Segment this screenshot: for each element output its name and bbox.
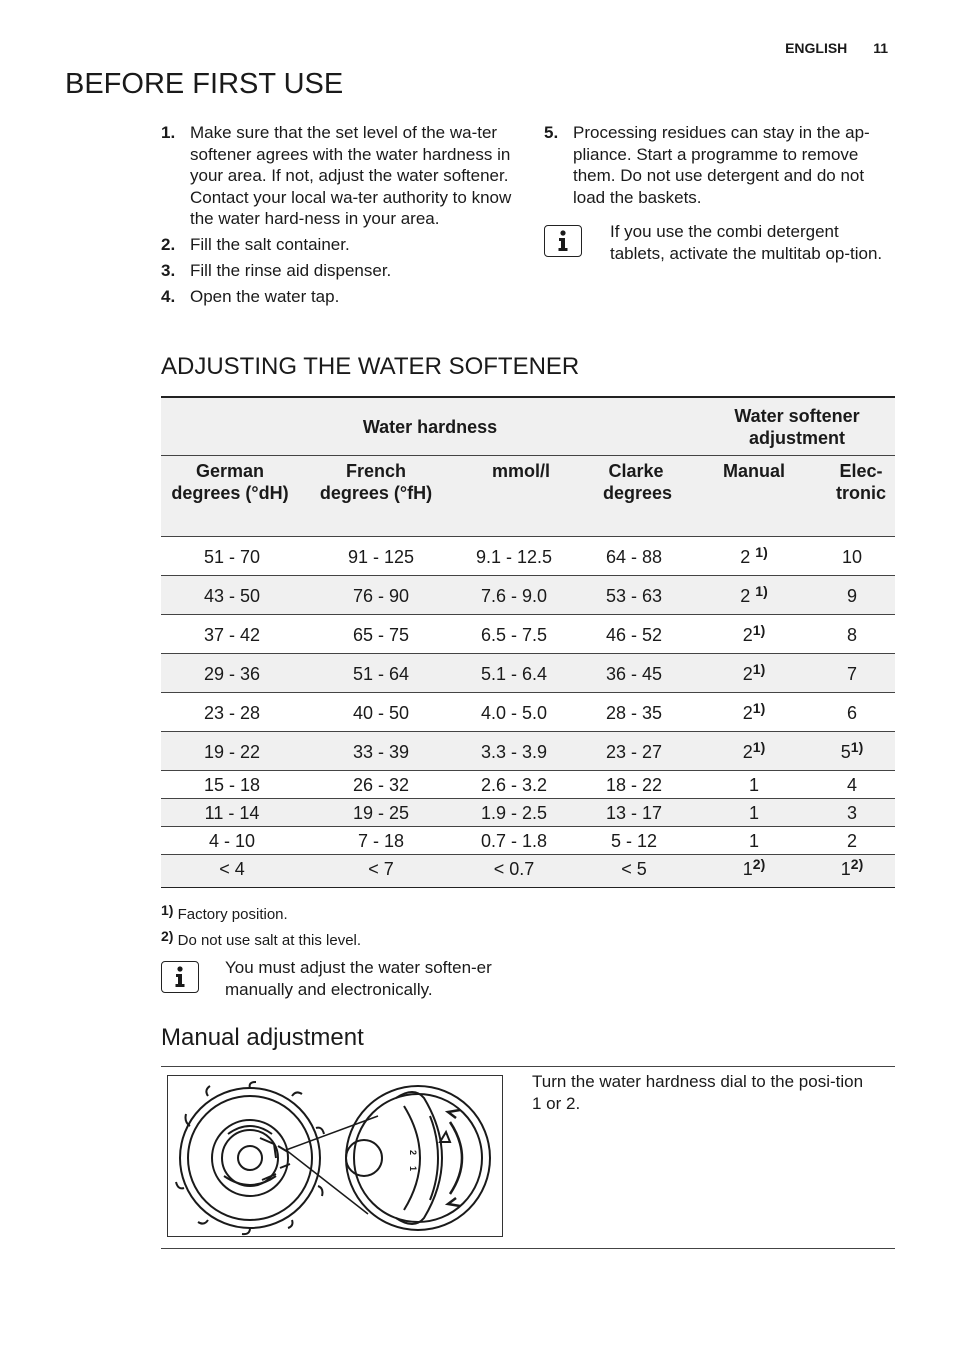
manual-value: 2 <box>742 742 753 762</box>
cell-manual <box>699 732 809 771</box>
manual-value: 2 <box>742 703 753 723</box>
footnote-text: Factory position. <box>177 906 288 923</box>
column-header-french: French degrees (°fH) <box>303 456 459 537</box>
footnote-ref: 1) <box>850 739 864 755</box>
cell-clarke: 53 - 63 <box>569 576 699 615</box>
cell-manual <box>699 799 809 827</box>
column-header-clarke: Clarke degrees <box>569 456 699 537</box>
cell-mmol: 3.3 - 3.9 <box>459 732 569 771</box>
step-number: 5. <box>544 123 559 142</box>
cell-french: 51 - 64 <box>303 654 459 693</box>
manual-value: 2 <box>742 664 753 684</box>
cell-manual <box>699 693 809 732</box>
footnote-ref: 1) <box>752 739 766 755</box>
info-icon <box>544 225 582 257</box>
step-number: 2. <box>161 235 176 254</box>
step-text: Processing residues can stay in the ap-pliance. Start a programme to remove them. Do not use detergent and do not load the baskets. <box>573 123 870 207</box>
cell-electronic <box>809 732 895 771</box>
info-note-adjust <box>161 957 511 1000</box>
header-softener-adjustment: Water softener adjustment <box>699 397 895 456</box>
cell-mmol: 6.5 - 7.5 <box>459 615 569 654</box>
manual-value: 2 <box>740 547 751 567</box>
cell-german: 19 - 22 <box>161 732 303 771</box>
cell-german: 11 - 14 <box>161 799 303 827</box>
footnote-ref: 1) <box>755 544 768 560</box>
cell-clarke: 28 - 35 <box>569 693 699 732</box>
cell-manual <box>699 615 809 654</box>
cell-clarke: 46 - 52 <box>569 615 699 654</box>
cell-electronic <box>809 693 895 732</box>
section-heading: ADJUSTING THE WATER SOFTENER <box>161 353 580 380</box>
table-body <box>161 537 895 888</box>
info-icon <box>161 961 199 993</box>
cell-electronic <box>809 799 895 827</box>
cell-manual <box>699 654 809 693</box>
cell-clarke: 23 - 27 <box>569 732 699 771</box>
step-item <box>544 122 896 208</box>
cell-mmol: < 0.7 <box>459 855 569 888</box>
electronic-value: 7 <box>847 664 858 684</box>
cell-german: < 4 <box>161 855 303 888</box>
footnote-ref: 1) <box>752 622 766 638</box>
table-row <box>161 771 895 799</box>
column-header-german: German degrees (°dH) <box>161 456 303 537</box>
table-row <box>161 537 895 576</box>
cell-french: 26 - 32 <box>303 771 459 799</box>
manual-value: 1 <box>749 775 760 795</box>
info-note-multitab <box>544 221 894 264</box>
electronic-value: 8 <box>847 625 858 645</box>
cell-electronic <box>809 855 895 888</box>
table-row <box>161 827 895 855</box>
table-row <box>161 732 895 771</box>
electronic-value: 9 <box>847 586 858 606</box>
step-item <box>161 122 516 230</box>
footnote-ref: 2) <box>752 856 766 872</box>
cell-clarke: 13 - 17 <box>569 799 699 827</box>
table-row <box>161 799 895 827</box>
manual-value: 2 <box>742 625 753 645</box>
page-header <box>785 40 888 56</box>
step-item <box>161 260 516 282</box>
cell-german: 43 - 50 <box>161 576 303 615</box>
cell-german: 4 - 10 <box>161 827 303 855</box>
dial-position-2-label: 2 <box>408 1150 418 1156</box>
footnote-text: Do not use salt at this level. <box>177 932 362 949</box>
divider <box>161 1066 895 1067</box>
page-number: 11 <box>873 40 888 56</box>
electronic-value: 4 <box>847 775 858 795</box>
footnote-ref: 1) <box>752 700 766 716</box>
electronic-value: 5 <box>840 742 851 762</box>
cell-electronic <box>809 827 895 855</box>
manual-value: 1 <box>742 859 753 879</box>
cell-german: 29 - 36 <box>161 654 303 693</box>
column-header-manual: Manual <box>699 456 809 537</box>
page-title: BEFORE FIRST USE <box>65 68 344 100</box>
info-text: You must adjust the water soften-er manually and electronically. <box>225 958 492 999</box>
step-item <box>161 286 516 308</box>
steps-list-left <box>161 122 516 312</box>
cell-manual <box>699 771 809 799</box>
footnote-mark: 1) <box>161 902 174 918</box>
table-row <box>161 855 895 888</box>
cell-clarke: < 5 <box>569 855 699 888</box>
table-row <box>161 576 895 615</box>
cell-manual <box>699 537 809 576</box>
footnote <box>161 928 361 949</box>
step-text: Fill the rinse aid dispenser. <box>190 261 392 280</box>
table-row <box>161 693 895 732</box>
cell-manual <box>699 827 809 855</box>
manual-adjustment-heading: Manual adjustment <box>161 1024 364 1051</box>
cell-mmol: 5.1 - 6.4 <box>459 654 569 693</box>
language-label: ENGLISH <box>785 40 848 56</box>
cell-german: 37 - 42 <box>161 615 303 654</box>
cell-french: < 7 <box>303 855 459 888</box>
info-text: If you use the combi detergent tablets, activate the multitab op-tion. <box>610 222 883 263</box>
cell-german: 15 - 18 <box>161 771 303 799</box>
electronic-value: 10 <box>842 547 863 567</box>
table-row <box>161 615 895 654</box>
step-number: 1. <box>161 123 176 142</box>
cell-manual <box>699 576 809 615</box>
cell-mmol: 0.7 - 1.8 <box>459 827 569 855</box>
footnote-ref: 1) <box>755 583 768 599</box>
dial-position-1-label: 1 <box>408 1166 418 1172</box>
cell-mmol: 7.6 - 9.0 <box>459 576 569 615</box>
cell-french: 40 - 50 <box>303 693 459 732</box>
divider <box>161 1248 895 1249</box>
step-number: 3. <box>161 261 176 280</box>
cell-french: 33 - 39 <box>303 732 459 771</box>
cell-french: 76 - 90 <box>303 576 459 615</box>
cell-electronic <box>809 615 895 654</box>
step-number: 4. <box>161 287 176 306</box>
steps-list-right <box>544 122 896 213</box>
manual-value: 1 <box>749 803 760 823</box>
cell-german: 23 - 28 <box>161 693 303 732</box>
cell-clarke: 64 - 88 <box>569 537 699 576</box>
footnote-ref: 1) <box>752 661 766 677</box>
cell-french: 19 - 25 <box>303 799 459 827</box>
electronic-value: 2 <box>847 831 858 851</box>
footnote <box>161 902 288 923</box>
cell-german: 51 - 70 <box>161 537 303 576</box>
electronic-value: 1 <box>840 859 851 879</box>
column-header-mmol: mmol/l <box>459 456 569 537</box>
cell-mmol: 4.0 - 5.0 <box>459 693 569 732</box>
table-row <box>161 654 895 693</box>
cell-french: 91 - 125 <box>303 537 459 576</box>
step-text: Open the water tap. <box>190 287 340 306</box>
footnote-ref: 2) <box>850 856 864 872</box>
water-hardness-table <box>161 396 895 888</box>
step-item <box>161 234 516 256</box>
cell-electronic <box>809 537 895 576</box>
water-hardness-dial-drawing <box>168 1076 502 1236</box>
manual-adjustment-instruction: Turn the water hardness dial to the posi-tion 1 or 2. <box>532 1072 864 1113</box>
electronic-value: 6 <box>847 703 858 723</box>
column-header-electronic: Elec-tronic <box>809 456 895 537</box>
cell-french: 7 - 18 <box>303 827 459 855</box>
cell-manual <box>699 855 809 888</box>
manual-value: 2 <box>740 586 751 606</box>
header-water-hardness: Water hardness <box>161 397 699 456</box>
dial-illustration <box>167 1075 503 1237</box>
cell-clarke: 36 - 45 <box>569 654 699 693</box>
cell-clarke: 5 - 12 <box>569 827 699 855</box>
cell-electronic <box>809 771 895 799</box>
cell-clarke: 18 - 22 <box>569 771 699 799</box>
cell-french: 65 - 75 <box>303 615 459 654</box>
cell-mmol: 2.6 - 3.2 <box>459 771 569 799</box>
electronic-value: 3 <box>847 803 858 823</box>
cell-mmol: 9.1 - 12.5 <box>459 537 569 576</box>
manual-value: 1 <box>749 831 760 851</box>
cell-mmol: 1.9 - 2.5 <box>459 799 569 827</box>
step-text: Fill the salt container. <box>190 235 350 254</box>
step-text: Make sure that the set level of the wa-ter softener agrees with the water hardness in your area. If not, adjust the water softener. Contact your local wa-ter authority to know the water hard-ness in your area. <box>190 123 512 228</box>
footnote-mark: 2) <box>161 928 174 944</box>
cell-electronic <box>809 576 895 615</box>
cell-electronic <box>809 654 895 693</box>
